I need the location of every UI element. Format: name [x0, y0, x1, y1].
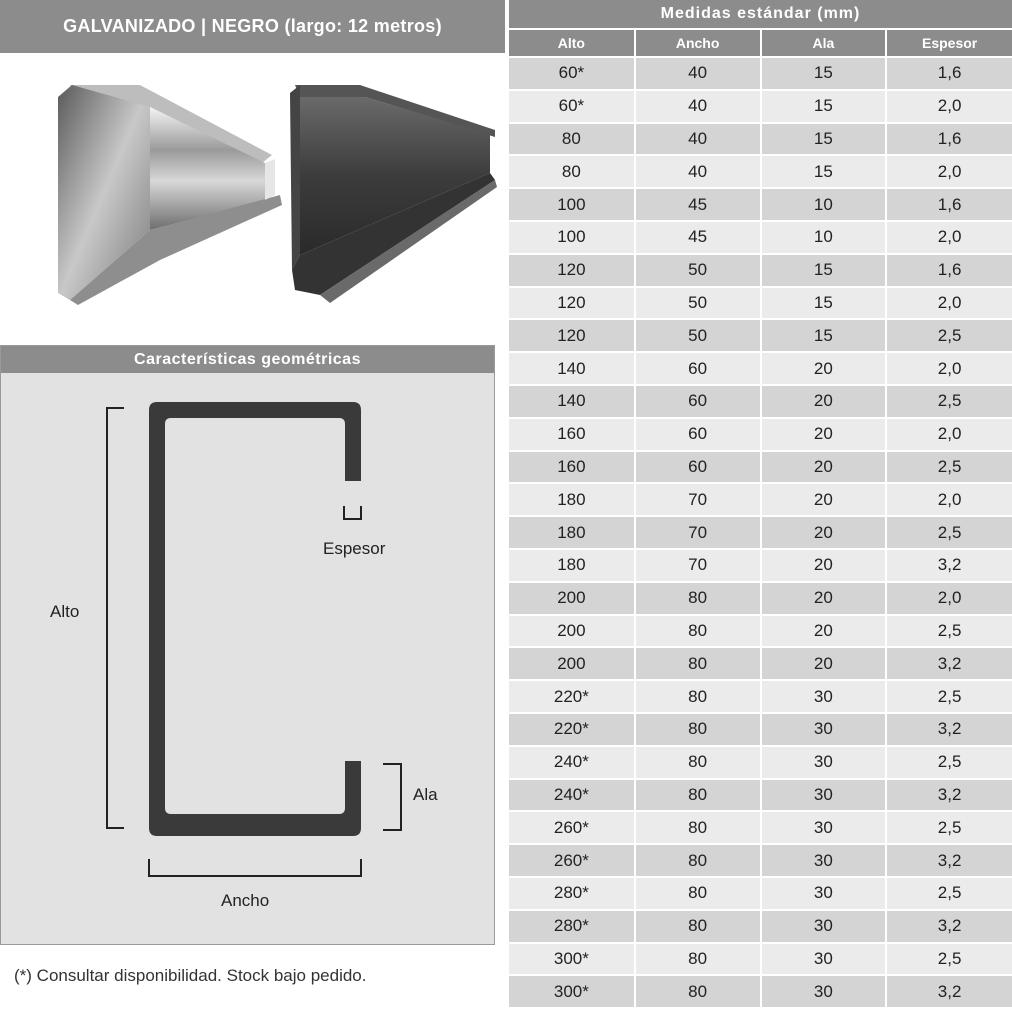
- cell-espesor: 2,0: [886, 582, 1012, 615]
- cell-ala: 30: [761, 713, 887, 746]
- cell-ancho: 60: [635, 352, 761, 385]
- cell-ancho: 60: [635, 385, 761, 418]
- cell-ala: 15: [761, 287, 887, 320]
- cell-ancho: 80: [635, 647, 761, 680]
- cell-alto: 120: [509, 319, 635, 352]
- cell-alto: 60*: [509, 57, 635, 90]
- cell-espesor: 2,5: [886, 451, 1012, 484]
- cell-espesor: 2,5: [886, 746, 1012, 779]
- cell-ala: 30: [761, 943, 887, 976]
- cell-alto: 60*: [509, 90, 635, 123]
- cell-ala: 30: [761, 746, 887, 779]
- column-header-espesor: Espesor: [886, 29, 1012, 57]
- cell-ala: 20: [761, 582, 887, 615]
- dimensions-table-wrapper: [509, 0, 1012, 1007]
- cell-ancho: 50: [635, 254, 761, 287]
- cell-ala: 30: [761, 975, 887, 1007]
- column-header-alto: Alto: [509, 29, 635, 57]
- cell-alto: 220*: [509, 713, 635, 746]
- cell-ancho: 50: [635, 319, 761, 352]
- table-row: [509, 582, 1012, 615]
- cell-alto: 160: [509, 418, 635, 451]
- galvanized-channel-image: [58, 85, 282, 305]
- espesor-bracket: [344, 506, 361, 519]
- cell-alto: 100: [509, 188, 635, 221]
- cell-ancho: 70: [635, 549, 761, 582]
- cell-alto: 100: [509, 221, 635, 254]
- table-row: [509, 516, 1012, 549]
- black-channel-image: [290, 85, 497, 303]
- cell-ancho: 80: [635, 713, 761, 746]
- cell-ancho: 80: [635, 943, 761, 976]
- cell-alto: 300*: [509, 975, 635, 1007]
- table-row: [509, 844, 1012, 877]
- table-row: [509, 779, 1012, 812]
- cell-alto: 240*: [509, 779, 635, 812]
- table-row: [509, 451, 1012, 484]
- c-profile-diagram: [1, 346, 494, 944]
- table-row: [509, 188, 1012, 221]
- cell-espesor: 3,2: [886, 975, 1012, 1007]
- cell-espesor: 2,0: [886, 418, 1012, 451]
- cell-ancho: 80: [635, 811, 761, 844]
- cell-ala: 20: [761, 516, 887, 549]
- table-row: [509, 975, 1012, 1007]
- cell-ancho: 80: [635, 910, 761, 943]
- cell-ala: 20: [761, 647, 887, 680]
- cell-alto: 260*: [509, 844, 635, 877]
- cell-alto: 200: [509, 582, 635, 615]
- cell-alto: 140: [509, 385, 635, 418]
- cell-alto: 200: [509, 647, 635, 680]
- cell-ancho: 40: [635, 155, 761, 188]
- cell-alto: 300*: [509, 943, 635, 976]
- cell-ancho: 80: [635, 877, 761, 910]
- product-photos: [0, 55, 505, 305]
- cell-ala: 30: [761, 844, 887, 877]
- column-header-ancho: Ancho: [635, 29, 761, 57]
- cell-ancho: 40: [635, 90, 761, 123]
- cell-ala: 10: [761, 188, 887, 221]
- cell-ala: 10: [761, 221, 887, 254]
- cell-alto: 80: [509, 155, 635, 188]
- label-ala: Ala: [413, 785, 438, 804]
- cell-espesor: 2,0: [886, 483, 1012, 516]
- table-row: [509, 877, 1012, 910]
- table-row: [509, 287, 1012, 320]
- geometry-panel: [0, 345, 495, 945]
- cell-ancho: 40: [635, 57, 761, 90]
- label-alto: Alto: [50, 602, 80, 621]
- table-row: [509, 549, 1012, 582]
- cell-ancho: 80: [635, 615, 761, 648]
- table-row: [509, 943, 1012, 976]
- cell-ancho: 45: [635, 188, 761, 221]
- table-row: [509, 615, 1012, 648]
- cell-espesor: 3,2: [886, 844, 1012, 877]
- cell-ancho: 45: [635, 221, 761, 254]
- cell-alto: 240*: [509, 746, 635, 779]
- cell-espesor: 1,6: [886, 123, 1012, 156]
- table-row: [509, 155, 1012, 188]
- cell-alto: 140: [509, 352, 635, 385]
- cell-ancho: 40: [635, 123, 761, 156]
- cell-alto: 180: [509, 483, 635, 516]
- table-row: [509, 680, 1012, 713]
- cell-espesor: 2,0: [886, 155, 1012, 188]
- cell-espesor: 2,0: [886, 221, 1012, 254]
- cell-espesor: 2,5: [886, 615, 1012, 648]
- cell-espesor: 3,2: [886, 910, 1012, 943]
- cell-espesor: 3,2: [886, 549, 1012, 582]
- cell-ancho: 50: [635, 287, 761, 320]
- cell-ancho: 80: [635, 680, 761, 713]
- label-espesor: Espesor: [323, 539, 386, 558]
- cell-espesor: 2,5: [886, 877, 1012, 910]
- cell-alto: 180: [509, 516, 635, 549]
- cell-ala: 15: [761, 319, 887, 352]
- cell-ancho: 80: [635, 582, 761, 615]
- cell-ala: 15: [761, 123, 887, 156]
- cell-espesor: 2,0: [886, 287, 1012, 320]
- table-row: [509, 254, 1012, 287]
- cell-espesor: 2,5: [886, 385, 1012, 418]
- cell-espesor: 3,2: [886, 647, 1012, 680]
- cell-ancho: 60: [635, 418, 761, 451]
- cell-ala: 15: [761, 57, 887, 90]
- cell-ala: 30: [761, 910, 887, 943]
- cell-alto: 220*: [509, 680, 635, 713]
- cell-espesor: 2,5: [886, 943, 1012, 976]
- cell-alto: 180: [509, 549, 635, 582]
- cell-espesor: 2,0: [886, 90, 1012, 123]
- cell-ala: 15: [761, 254, 887, 287]
- cell-espesor: 2,0: [886, 352, 1012, 385]
- cell-ala: 30: [761, 811, 887, 844]
- table-row: [509, 910, 1012, 943]
- table-row: [509, 90, 1012, 123]
- cell-ala: 15: [761, 90, 887, 123]
- cell-ancho: 80: [635, 975, 761, 1007]
- alto-bracket: [107, 408, 124, 828]
- table-row: [509, 123, 1012, 156]
- cell-ala: 20: [761, 483, 887, 516]
- table-row: [509, 57, 1012, 90]
- cell-alto: 260*: [509, 811, 635, 844]
- table-row: [509, 647, 1012, 680]
- cell-ancho: 70: [635, 516, 761, 549]
- table-row: [509, 811, 1012, 844]
- table-row: [509, 483, 1012, 516]
- cell-ala: 20: [761, 385, 887, 418]
- table-row: [509, 746, 1012, 779]
- table-row: [509, 221, 1012, 254]
- cell-espesor: 2,5: [886, 811, 1012, 844]
- table-title: Medidas estándar (mm): [509, 0, 1012, 29]
- cell-espesor: 2,5: [886, 319, 1012, 352]
- cell-ancho: 80: [635, 844, 761, 877]
- cell-ala: 20: [761, 352, 887, 385]
- cell-alto: 200: [509, 615, 635, 648]
- cell-alto: 280*: [509, 910, 635, 943]
- cell-ala: 30: [761, 877, 887, 910]
- table-row: [509, 319, 1012, 352]
- cell-espesor: 3,2: [886, 713, 1012, 746]
- dimensions-table: [509, 0, 1012, 1007]
- cell-ala: 20: [761, 451, 887, 484]
- table-row: [509, 385, 1012, 418]
- cell-ala: 20: [761, 549, 887, 582]
- ancho-bracket: [149, 859, 361, 876]
- cell-ancho: 80: [635, 746, 761, 779]
- cell-alto: 120: [509, 254, 635, 287]
- cell-alto: 120: [509, 287, 635, 320]
- column-header-ala: Ala: [761, 29, 887, 57]
- product-title: GALVANIZADO | NEGRO (largo: 12 metros): [0, 0, 505, 53]
- cell-ala: 20: [761, 615, 887, 648]
- cell-ancho: 80: [635, 779, 761, 812]
- footnote: (*) Consultar disponibilidad. Stock bajo pedido.: [14, 966, 367, 985]
- geometry-title: Características geométricas: [1, 346, 494, 373]
- table-row: [509, 418, 1012, 451]
- cell-espesor: 1,6: [886, 57, 1012, 90]
- cell-espesor: 3,2: [886, 779, 1012, 812]
- cell-espesor: 2,5: [886, 680, 1012, 713]
- cell-espesor: 1,6: [886, 254, 1012, 287]
- cell-espesor: 2,5: [886, 516, 1012, 549]
- label-ancho: Ancho: [221, 891, 270, 910]
- table-row: [509, 352, 1012, 385]
- cell-ala: 30: [761, 779, 887, 812]
- table-body: [509, 57, 1012, 1007]
- c-profile-shape: [149, 402, 361, 836]
- ala-bracket: [383, 764, 401, 830]
- cell-espesor: 1,6: [886, 188, 1012, 221]
- cell-alto: 80: [509, 123, 635, 156]
- cell-ala: 15: [761, 155, 887, 188]
- cell-ala: 30: [761, 680, 887, 713]
- table-row: [509, 713, 1012, 746]
- cell-ancho: 60: [635, 451, 761, 484]
- cell-ancho: 70: [635, 483, 761, 516]
- cell-alto: 280*: [509, 877, 635, 910]
- cell-alto: 160: [509, 451, 635, 484]
- cell-ala: 20: [761, 418, 887, 451]
